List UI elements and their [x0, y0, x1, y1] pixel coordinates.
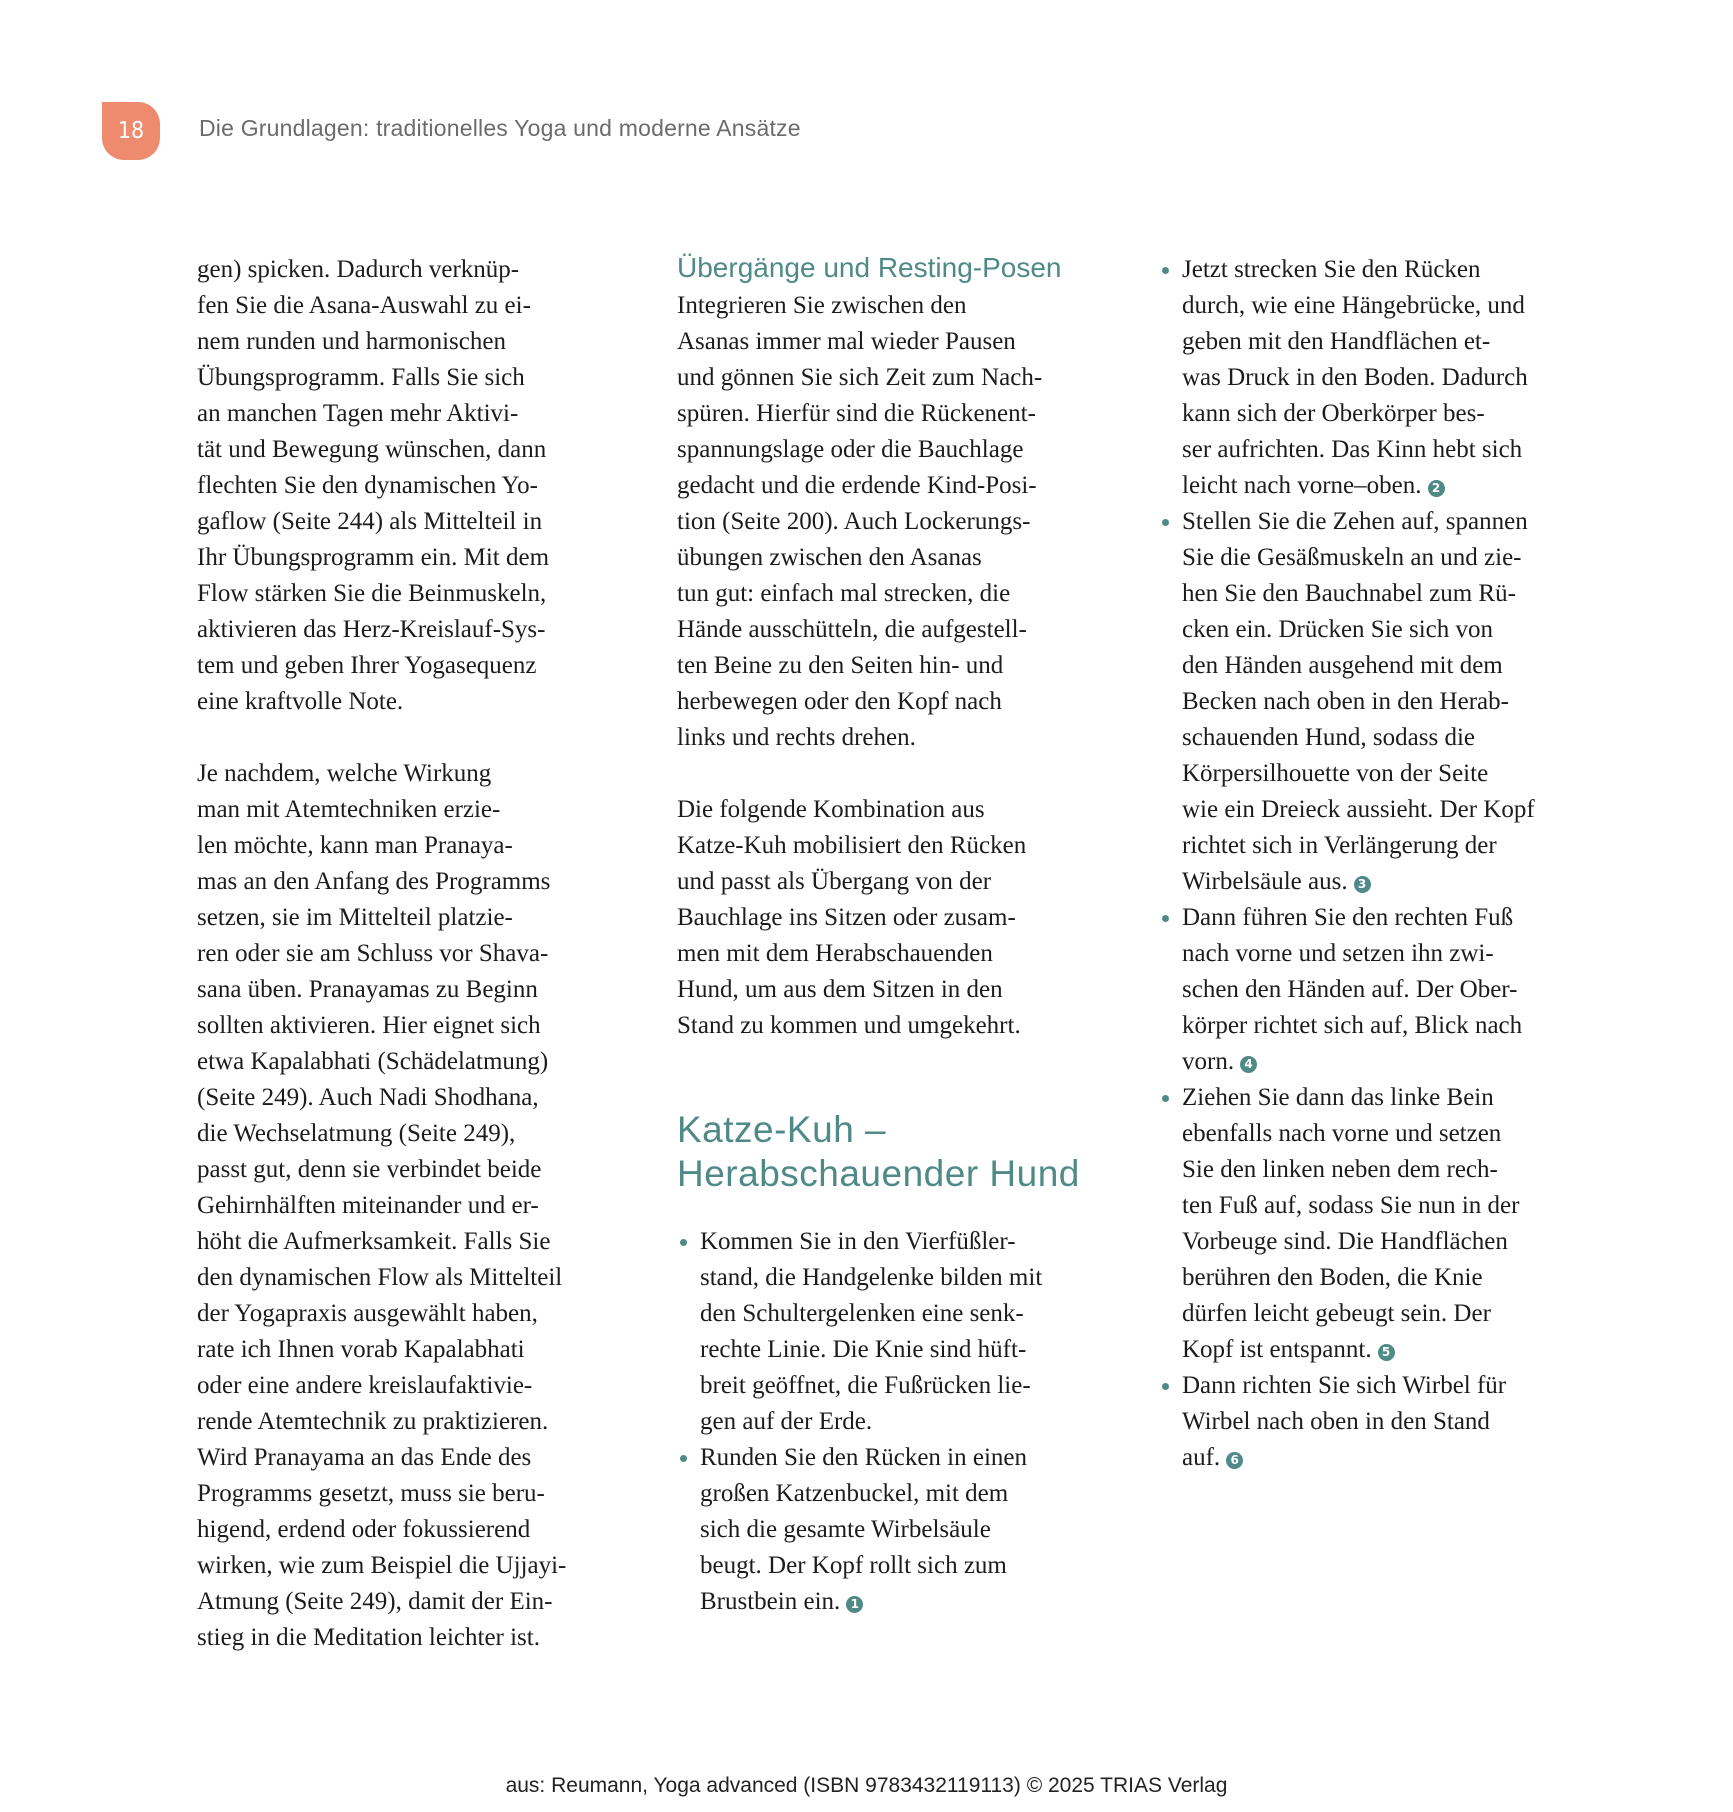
text-line [197, 1260, 566, 1296]
line-text: geben mit den Handflächen et- [1182, 328, 1491, 355]
text-line [197, 1512, 566, 1548]
text-line [197, 828, 566, 864]
bullet-item [1159, 504, 1535, 900]
line-text: Integrieren Sie zwischen den [677, 292, 967, 319]
text-line [677, 540, 1061, 576]
line-text: Asanas immer mal wieder Pausen [677, 328, 1016, 355]
text-line [197, 1116, 566, 1152]
text-line [1182, 396, 1535, 432]
line-text: Dann führen Sie den rechten Fuß [1182, 904, 1514, 931]
text-line [677, 720, 1061, 756]
line-text: Hände ausschütteln, die aufgestell- [677, 616, 1027, 643]
bullet-item [1159, 1368, 1535, 1476]
paragraph [197, 252, 566, 720]
text-line [700, 1404, 1061, 1440]
text-line [1182, 504, 1535, 540]
text-line [197, 432, 566, 468]
text-column-2 [677, 252, 1061, 1620]
text-line [677, 648, 1061, 684]
text-line [677, 936, 1061, 972]
line-text: higend, erdend oder fokussierend [197, 1516, 531, 1543]
line-text: Vorbeuge sind. Die Handflächen [1182, 1228, 1508, 1255]
line-text: Katze-Kuh mobilisiert den Rücken [677, 832, 1027, 859]
text-line [1182, 252, 1535, 288]
section-heading [677, 1108, 1080, 1196]
figure-reference-icon: 6 [1226, 1452, 1243, 1469]
line-text: den Händen ausgehend mit dem [1182, 652, 1503, 679]
line-text: ten Beine zu den Seiten hin- und [677, 652, 1004, 679]
line-text: gaflow (Seite 244) als Mittelteil in [197, 508, 543, 535]
line-text: tem und geben Ihrer Yogasequenz [197, 652, 537, 679]
line-text: (Seite 249). Auch Nadi Shodhana, [197, 1084, 539, 1111]
bullet-item [677, 1440, 1061, 1620]
text-line [677, 792, 1061, 828]
paragraph [677, 792, 1061, 1044]
line-text: wirken, wie zum Beispiel die Ujjayi- [197, 1552, 567, 1579]
text-line [677, 972, 1061, 1008]
line-text: und passt als Übergang von der [677, 868, 992, 895]
line-text: auf. [1182, 1444, 1221, 1471]
text-line [1182, 1296, 1535, 1332]
line-text: Ziehen Sie dann das linke Bein [1182, 1084, 1494, 1111]
line-text: Atmung (Seite 249), damit der Ein- [197, 1588, 553, 1615]
line-text: etwa Kapalabhati (Schädelatmung) [197, 1048, 549, 1075]
line-text: len möchte, kann man Pranaya- [197, 832, 513, 859]
text-line [197, 684, 566, 720]
text-line [197, 1008, 566, 1044]
text-line [1182, 972, 1535, 1008]
text-line [197, 972, 566, 1008]
text-line [197, 936, 566, 972]
line-text: nach vorne und setzen ihn zwi- [1182, 940, 1494, 967]
line-text: aktivieren das Herz-Kreislauf-Sys- [197, 616, 546, 643]
line-text: tät und Bewegung wünschen, dann [197, 436, 547, 463]
text-line [700, 1260, 1061, 1296]
line-text: tun gut: einfach mal strecken, die [677, 580, 1011, 607]
line-text: Stellen Sie die Zehen auf, spannen [1182, 508, 1528, 535]
line-text: Bauchlage ins Sitzen oder zusam- [677, 904, 1016, 931]
line-text: Kommen Sie in den Vierfüßler- [700, 1228, 1016, 1255]
figure-reference-icon: 1 [846, 1596, 863, 1613]
line-text: spannungslage oder die Bauchlage [677, 436, 1024, 463]
line-text: kann sich der Oberkörper bes- [1182, 400, 1485, 427]
text-line [197, 1440, 566, 1476]
line-text: Sie die Gesäßmuskeln an und zie- [1182, 544, 1522, 571]
line-text: höht die Aufmerksamkeit. Falls Sie [197, 1228, 551, 1255]
text-line [677, 288, 1061, 324]
text-line [197, 468, 566, 504]
line-text: sana üben. Pranayamas zu Beginn [197, 976, 538, 1003]
text-line [1182, 648, 1535, 684]
line-text: gedacht und die erdende Kind-Posi- [677, 472, 1037, 499]
text-line [700, 1440, 1061, 1476]
line-text: Wird Pranayama an das Ende des [197, 1444, 532, 1471]
bullet-item [677, 1224, 1061, 1440]
text-line [197, 1224, 566, 1260]
line-text: den Schultergelenken eine senk- [700, 1300, 1024, 1327]
line-text: tion (Seite 200). Auch Lockerungs- [677, 508, 1031, 535]
line-text: Kopf ist entspannt. [1182, 1336, 1372, 1363]
text-line [700, 1332, 1061, 1368]
line-text: ebenfalls nach vorne und setzen [1182, 1120, 1502, 1147]
text-line [700, 1512, 1061, 1548]
text-line [700, 1368, 1061, 1404]
text-line [197, 288, 566, 324]
text-line [197, 1476, 566, 1512]
text-line [677, 396, 1061, 432]
line-text: Hund, um aus dem Sitzen in den [677, 976, 1003, 1003]
line-text: sich die gesamte Wirbelsäule [700, 1516, 991, 1543]
line-text: passt gut, denn sie verbindet beide [197, 1156, 542, 1183]
text-line [197, 864, 566, 900]
text-line [677, 900, 1061, 936]
line-text: Flow stärken Sie die Beinmuskeln, [197, 580, 547, 607]
text-line [1182, 1008, 1535, 1044]
line-text: oder eine andere kreislaufaktivie- [197, 1372, 533, 1399]
text-line [677, 864, 1061, 900]
line-text: breit geöffnet, die Fußrücken lie- [700, 1372, 1031, 1399]
line-text: leicht nach vorne–oben. [1182, 472, 1422, 499]
bullet-item [1159, 1080, 1535, 1368]
text-line [1182, 612, 1535, 648]
line-text: Programms gesetzt, muss sie beru- [197, 1480, 545, 1507]
text-line [1182, 1332, 1535, 1368]
page-number-badge [102, 102, 160, 160]
line-text: herbewegen oder den Kopf nach [677, 688, 1002, 715]
bullet-dot-icon [680, 1239, 687, 1246]
line-text: rate ich Ihnen vorab Kapalabhati [197, 1336, 525, 1363]
section-heading-line-1: Katze-Kuh – [677, 1109, 887, 1150]
text-line [1182, 324, 1535, 360]
text-line [197, 612, 566, 648]
line-text: großen Katzenbuckel, mit dem [700, 1480, 1009, 1507]
line-text: schauenden Hund, sodass die [1182, 724, 1475, 751]
figure-reference-icon: 4 [1240, 1056, 1257, 1073]
text-line [1182, 1224, 1535, 1260]
line-text: Brustbein ein. [700, 1588, 841, 1615]
text-line [1182, 1116, 1535, 1152]
bullet-dot-icon [680, 1455, 687, 1462]
line-text: Sie den linken neben dem rech- [1182, 1156, 1498, 1183]
bullet-dot-icon [1162, 915, 1169, 922]
text-line [1182, 432, 1535, 468]
text-line [700, 1296, 1061, 1332]
line-text: durch, wie eine Hängebrücke, und [1182, 292, 1525, 319]
text-line [197, 792, 566, 828]
bullet-dot-icon [1162, 1383, 1169, 1390]
line-text: cken ein. Drücken Sie sich von [1182, 616, 1494, 643]
bullet-item [1159, 900, 1535, 1080]
text-line [1182, 1440, 1535, 1476]
line-text: der Yogapraxis ausgewählt haben, [197, 1300, 538, 1327]
text-line [1182, 684, 1535, 720]
text-line [197, 1368, 566, 1404]
subheading: Übergänge und Resting-Posen [677, 252, 1062, 283]
line-text: spüren. Hierfür sind die Rückenent- [677, 400, 1036, 427]
text-line [1182, 1260, 1535, 1296]
text-line [700, 1476, 1061, 1512]
text-line [197, 1044, 566, 1080]
line-text: ser aufrichten. Das Kinn hebt sich [1182, 436, 1523, 463]
text-line [197, 1188, 566, 1224]
text-line [677, 432, 1061, 468]
text-line [197, 1404, 566, 1440]
text-line [197, 324, 566, 360]
copyright-footer: aus: Reumann, Yoga advanced (ISBN 9783432119113) © 2025 TRIAS Verlag [505, 1774, 1228, 1797]
text-line [1182, 1188, 1535, 1224]
line-text: Die folgende Kombination aus [677, 796, 985, 823]
line-text: gen auf der Erde. [700, 1408, 873, 1435]
line-text: rende Atemtechnik zu praktizieren. [197, 1408, 549, 1435]
line-text: Wirbel nach oben in den Stand [1182, 1408, 1490, 1435]
text-line [700, 1584, 1061, 1620]
section-heading-line-2: Herabschauender Hund [677, 1153, 1080, 1194]
line-text: ten Fuß auf, sodass Sie nun in der [1182, 1192, 1520, 1219]
bullet-dot-icon [1162, 267, 1169, 274]
line-text: fen Sie die Asana-Auswahl zu ei- [197, 292, 531, 319]
line-text: den dynamischen Flow als Mittelteil [197, 1264, 563, 1291]
text-line [1182, 828, 1535, 864]
line-text: schen den Händen auf. Der Ober- [1182, 976, 1518, 1003]
line-text: men mit dem Herabschauenden [677, 940, 993, 967]
text-line [1182, 1044, 1535, 1080]
line-text: setzen, sie im Mittelteil platzie- [197, 904, 513, 931]
text-line [1182, 1080, 1535, 1116]
text-line [1182, 360, 1535, 396]
text-line [677, 612, 1061, 648]
text-line [197, 1332, 566, 1368]
paragraph [197, 756, 566, 1656]
text-line [1182, 1368, 1535, 1404]
text-line [1182, 900, 1535, 936]
text-column-1 [197, 252, 566, 1656]
spacer [677, 1044, 1061, 1080]
text-line [197, 1152, 566, 1188]
text-line [677, 468, 1061, 504]
text-line [1182, 792, 1535, 828]
paragraph [677, 288, 1061, 756]
line-text: Übungsprogramm. Falls Sie sich [197, 364, 525, 391]
line-text: eine kraftvolle Note. [197, 688, 404, 715]
line-text: Wirbelsäule aus. [1182, 868, 1348, 895]
bullet-dot-icon [1162, 519, 1169, 526]
text-line [197, 900, 566, 936]
spacer [197, 720, 566, 756]
text-line [1182, 864, 1535, 900]
text-line [1182, 720, 1535, 756]
text-line [700, 1548, 1061, 1584]
line-text: stand, die Handgelenke bilden mit [700, 1264, 1043, 1291]
text-line [197, 576, 566, 612]
line-text: Runden Sie den Rücken in einen [700, 1444, 1028, 1471]
line-text: stieg in die Meditation leichter ist. [197, 1624, 540, 1651]
text-line [197, 252, 566, 288]
text-line [677, 576, 1061, 612]
line-text: was Druck in den Boden. Dadurch [1182, 364, 1528, 391]
line-text: richtet sich in Verlängerung der [1182, 832, 1497, 859]
text-line [197, 360, 566, 396]
line-text: hen Sie den Bauchnabel zum Rü- [1182, 580, 1516, 607]
text-line [197, 648, 566, 684]
line-text: Jetzt strecken Sie den Rücken [1182, 256, 1481, 283]
text-line [1182, 576, 1535, 612]
text-line [197, 1584, 566, 1620]
text-line [1182, 288, 1535, 324]
line-text: wie ein Dreieck aussieht. Der Kopf [1182, 796, 1535, 823]
spacer [677, 756, 1061, 792]
figure-reference-icon: 2 [1428, 480, 1445, 497]
text-line [197, 1080, 566, 1116]
line-text: Dann richten Sie sich Wirbel für [1182, 1372, 1507, 1399]
text-line [1182, 1152, 1535, 1188]
line-text: flechten Sie den dynamischen Yo- [197, 472, 538, 499]
text-line [1182, 468, 1535, 504]
line-text: vorn. [1182, 1048, 1235, 1075]
line-text: die Wechselatmung (Seite 249), [197, 1120, 516, 1147]
text-line [197, 756, 566, 792]
figure-reference-icon: 5 [1378, 1344, 1395, 1361]
line-text: beugt. Der Kopf rollt sich zum [700, 1552, 1007, 1579]
line-text: Stand zu kommen und umgekehrt. [677, 1012, 1021, 1039]
line-text: Gehirnhälften miteinander und er- [197, 1192, 539, 1219]
running-title: Die Grundlagen: traditionelles Yoga und moderne Ansätze [199, 115, 801, 141]
text-line [197, 1548, 566, 1584]
line-text: rechte Linie. Die Knie sind hüft- [700, 1336, 1027, 1363]
text-line [197, 1296, 566, 1332]
text-line [677, 828, 1061, 864]
line-text: man mit Atemtechniken erzie- [197, 796, 501, 823]
text-line [1182, 936, 1535, 972]
line-text: Je nachdem, welche Wirkung [197, 760, 492, 787]
line-text: dürfen leicht gebeugt sein. Der [1182, 1300, 1491, 1327]
line-text: links und rechts drehen. [677, 724, 916, 751]
line-text: Ihr Übungsprogramm ein. Mit dem [197, 544, 550, 571]
line-text: körper richtet sich auf, Blick nach [1182, 1012, 1523, 1039]
text-line [197, 540, 566, 576]
text-line [1182, 540, 1535, 576]
bullet-item [1159, 252, 1535, 504]
line-text: berühren den Boden, die Knie [1182, 1264, 1483, 1291]
line-text: ren oder sie am Schluss vor Shava- [197, 940, 549, 967]
figure-reference-icon: 3 [1354, 876, 1371, 893]
text-line [677, 504, 1061, 540]
text-column-3 [1159, 252, 1535, 1476]
text-line [197, 396, 566, 432]
line-text: gen) spicken. Dadurch verknüp- [197, 256, 520, 283]
text-line [1182, 756, 1535, 792]
text-line [197, 1620, 566, 1656]
text-line [677, 1008, 1061, 1044]
text-line [700, 1224, 1061, 1260]
line-text: übungen zwischen den Asanas [677, 544, 982, 571]
line-text: und gönnen Sie sich Zeit zum Nach- [677, 364, 1043, 391]
line-text: sollten aktivieren. Hier eignet sich [197, 1012, 541, 1039]
text-line [1182, 1404, 1535, 1440]
line-text: an manchen Tagen mehr Aktivi- [197, 400, 519, 427]
page-number: 18 [117, 118, 145, 144]
text-line [197, 504, 566, 540]
line-text: Körpersilhouette von der Seite [1182, 760, 1489, 787]
text-line [677, 684, 1061, 720]
text-line [677, 324, 1061, 360]
text-line [677, 360, 1061, 396]
line-text: Becken nach oben in den Herab- [1182, 688, 1509, 715]
line-text: nem runden und harmonischen [197, 328, 506, 355]
bullet-dot-icon [1162, 1095, 1169, 1102]
line-text: mas an den Anfang des Programms [197, 868, 551, 895]
